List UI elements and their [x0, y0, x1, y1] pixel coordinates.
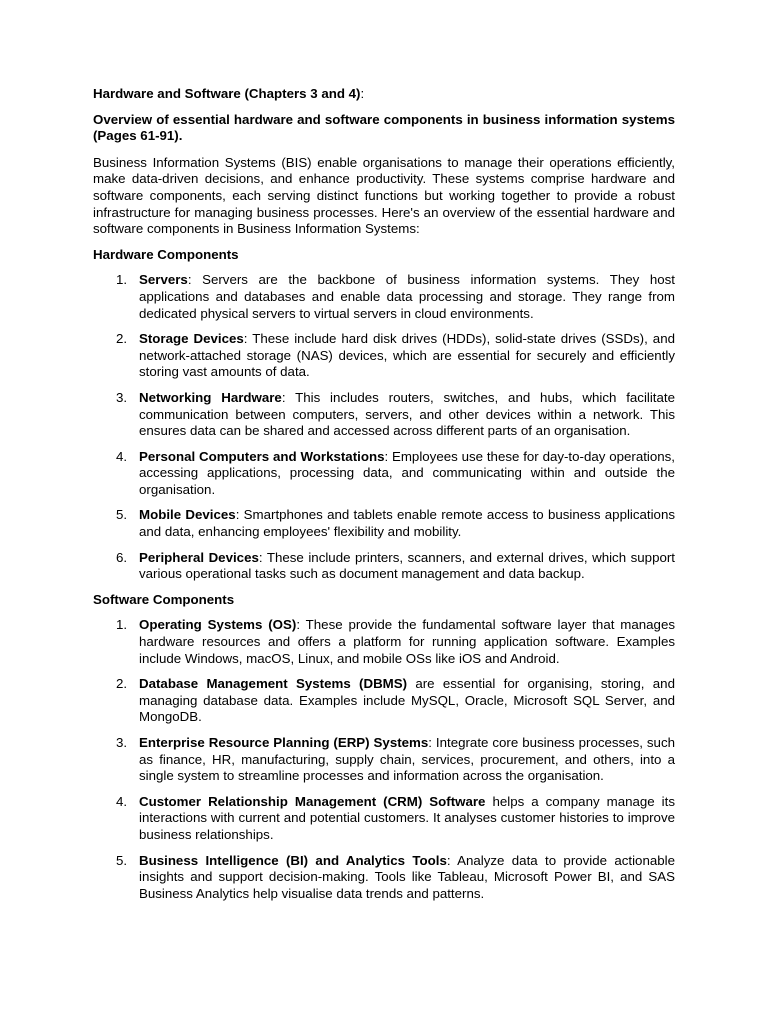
- list-text: : Servers are the backbone of business information systems. They host applications and databases and enable data processing and storage. They range from dedicated physical servers to virtual servers in cloud environments.: [139, 272, 675, 321]
- list-term: Customer Relationship Management (CRM) Software: [139, 793, 486, 809]
- list-term: Storage Devices: [139, 331, 244, 347]
- list-text: : Employees use these for day-to-day operations, accessing applications, processing data, and communicating within and outside the organisation.: [139, 448, 676, 497]
- software-section-title: Software Components: [93, 591, 235, 607]
- list-term: Personal Computers and Workstations: [139, 448, 385, 464]
- list-number: 3.: [116, 389, 128, 405]
- document-subtitle: Overview of essential hardware and software components in business information systems (Pages 61-91).: [93, 111, 675, 144]
- intro-paragraph: Business Information Systems (BIS) enable organisations to manage their operations efficiently, make data-driven decisions, and enhance productivity. These systems comprise hardware and software components, each serving distinct functions but working together to provide a robust infrastructure for managing business processes. Here's an overview of the essential hardware and software components in Business Information Systems:: [93, 154, 675, 237]
- list-number: 4.: [116, 448, 128, 464]
- list-term: Operating Systems (OS): [139, 617, 297, 633]
- list-item: [93, 507, 675, 540]
- document-page: [93, 86, 675, 911]
- list-item: [93, 617, 675, 667]
- hardware-list: [93, 272, 675, 583]
- list-text: are essential for organising, storing, and managing database data. Examples include MySQL, Oracle, Microsoft SQL Server, and MongoDB.: [139, 676, 675, 725]
- list-number: 2.: [116, 676, 128, 692]
- hardware-section-title: Hardware Components: [93, 246, 239, 262]
- list-text: : Analyze data to provide actionable insights and support decision-making. Tools like Tableau, Microsoft Power BI, and SAS Business Analytics help visualise data trends and patterns.: [139, 852, 675, 901]
- list-text: : These include printers, scanners, and external drives, which support various operational tasks such as document management and data backup.: [139, 549, 675, 582]
- list-text: : Integrate core business processes, such as finance, HR, manufacturing, supply chain, services, procurement, and others, into a single system to streamline processes and information across the organisation.: [139, 735, 675, 784]
- document-title-text: Hardware and Software (Chapters 3 and 4): [93, 86, 361, 101]
- document-title-suffix: :: [360, 86, 365, 101]
- list-text: : These include hard disk drives (HDDs), solid-state drives (SSDs), and network-attached storage (NAS) devices, which are essential for securely and efficiently storing vast amounts of data.: [139, 331, 675, 380]
- list-text: helps a company manage its interactions with current and potential customers. It analyses customer histories to improve business relationships.: [139, 793, 675, 842]
- document-title: [93, 86, 675, 103]
- list-item: [93, 449, 675, 499]
- list-term: Mobile Devices: [139, 507, 236, 523]
- list-term: Business Intelligence (BI) and Analytics Tools: [139, 852, 447, 868]
- list-term: Enterprise Resource Planning (ERP) Systems: [139, 735, 429, 750]
- list-item: [93, 853, 675, 903]
- list-number: 5.: [116, 852, 128, 868]
- list-term: Servers: [139, 272, 188, 288]
- list-number: 3.: [116, 735, 128, 750]
- list-number: 2.: [116, 331, 128, 347]
- list-number: 5.: [116, 507, 128, 523]
- list-number: 1.: [116, 617, 128, 633]
- list-item: [93, 272, 675, 322]
- list-item: [93, 676, 675, 726]
- list-text: : This includes routers, switches, and hubs, which facilitate communication between computers, servers, and other devices within a network. This ensures data can be shared and accessed across different parts of an organisation.: [139, 389, 675, 439]
- software-list: [93, 617, 675, 902]
- list-item: [93, 331, 675, 381]
- list-number: 6.: [116, 549, 128, 565]
- list-text: : Smartphones and tablets enable remote access to business applications and data, enhancing employees' flexibility and mobility.: [139, 507, 675, 540]
- list-term: Networking Hardware: [139, 389, 282, 405]
- list-number: 1.: [116, 272, 128, 288]
- list-item: [93, 390, 675, 440]
- list-item: [93, 550, 675, 583]
- list-text: : These provide the fundamental software layer that manages hardware resources and offers a platform for running application software. Examples include Windows, macOS, Linux, and mobile OSs like iOS and Android.: [139, 617, 675, 666]
- list-term: Peripheral Devices: [139, 549, 259, 565]
- list-term: Database Management Systems (DBMS): [139, 676, 408, 692]
- list-item: [93, 794, 675, 844]
- list-number: 4.: [116, 793, 128, 809]
- list-item: [93, 735, 675, 785]
